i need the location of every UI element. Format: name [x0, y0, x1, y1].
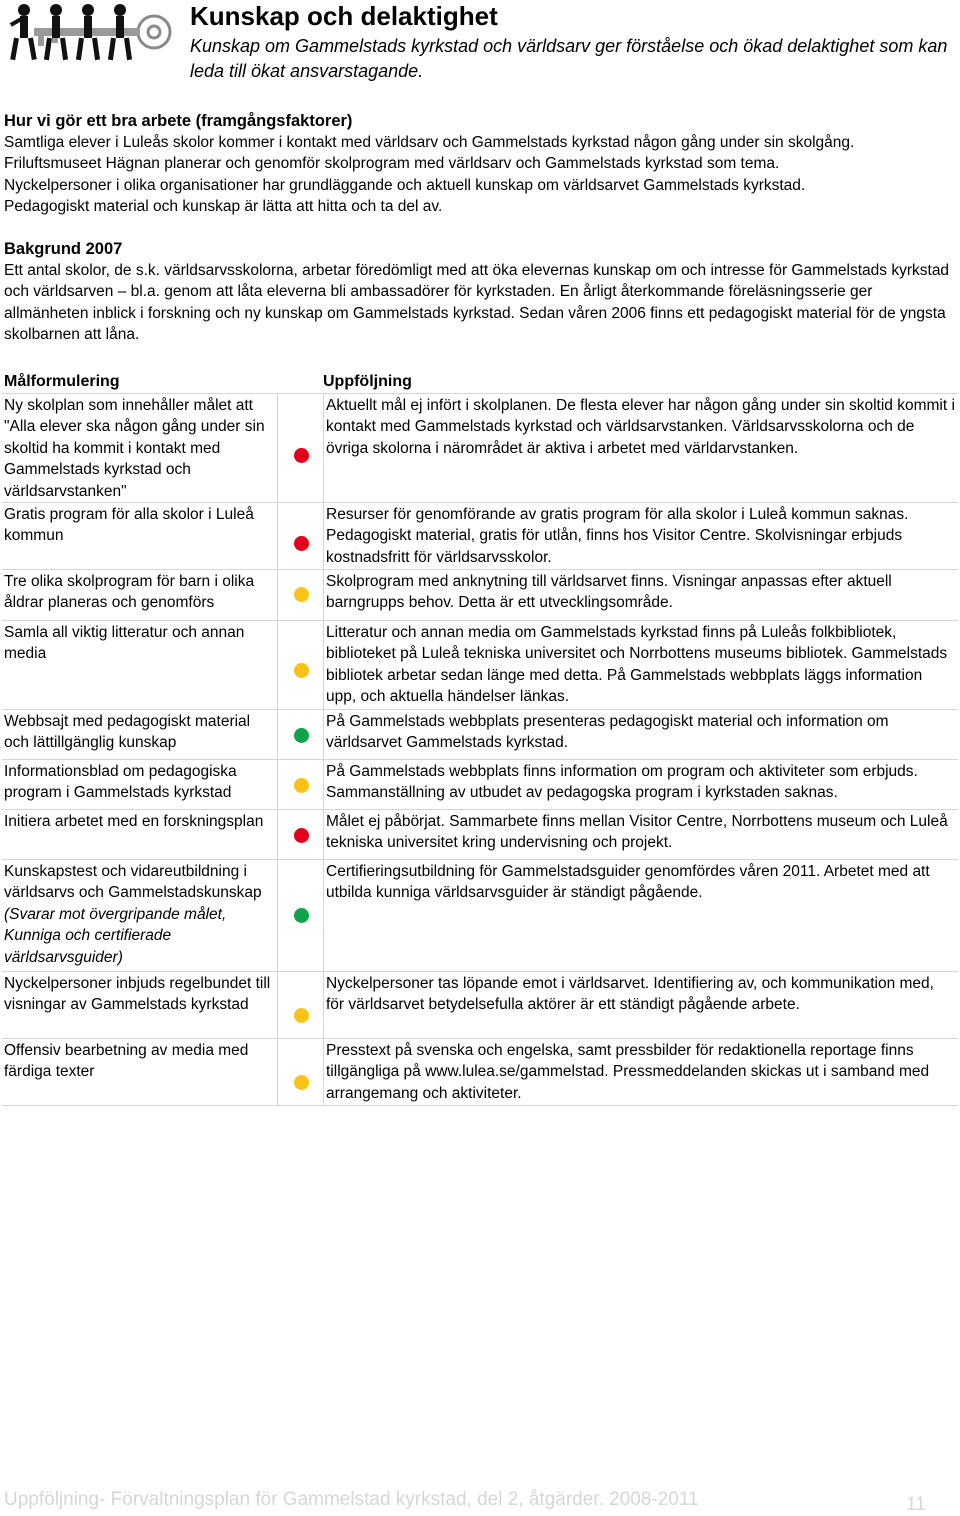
logo-key-figures: [4, 2, 180, 70]
status-yellow-dot-icon: [294, 587, 309, 602]
followup-cell: På Gammelstads webbplats finns information om program och aktiviteter som erbjuds. Sammanställning av utbudet av pedagogska program i kyrkstaden saknas.: [323, 760, 958, 809]
followup-cell: Litteratur och annan media om Gammelstads kyrkstad finns på Luleås folkbibliotek, biblioteket på Luleå tekniska universitet och Norrbottens museums bibliotek. Gammelstads bibliotek arbetar sedan länge med detta. På Gammelstads webbplats läggs information upp, och aktuella händelser länkas.: [323, 621, 958, 709]
followup-cell: Aktuellt mål ej infört i skolplanen. De flesta elever har någon gång under sin skoltid kommit i kontakt med Gammelstads kyrkstad och världsarvstanken. Världsarvsskolorna och de övriga skolorna i närområdet är aktiva i arbetet med världarvstanken.: [323, 394, 958, 502]
followup-column-header: Uppföljning: [323, 373, 412, 390]
goal-text: Initiera arbetet med en forskningsplan: [4, 813, 264, 830]
logo-key-figures-icon: [4, 2, 180, 70]
goal-cell: [2, 503, 278, 569]
background-heading: Bakgrund 2007: [4, 240, 123, 258]
page-number: 11: [906, 1494, 926, 1515]
success-factor-line: Nyckelpersoner i olika organisationer har grundläggande och aktuell kunskap om världsarvet Gammelstads kyrkstad.: [4, 176, 806, 194]
followup-cell: Resurser för genomförande av gratis program för alla skolor i Luleå kommun saknas. Pedagogiskt material, gratis för utlån, finns hos Visitor Centre. Skolvisningar erbjuds kostnadsfritt för världsarvsskolor.: [323, 503, 958, 569]
status-green-dot-icon: [294, 908, 309, 923]
status-red-dot-icon: [294, 448, 309, 463]
status-yellow-dot-icon: [294, 1075, 309, 1090]
goal-text: Offensiv bearbetning av media med färdiga texter: [4, 1042, 249, 1081]
table-row: [2, 971, 958, 1038]
table-row: [2, 859, 958, 971]
followup-cell: Presstext på svenska och engelska, samt pressbilder för redaktionella reportage finns tillgängliga på www.lulea.se/gammelstad. Pressmeddelanden skickas ut i samband med arrangemang och aktiviteter.: [323, 1039, 958, 1105]
goal-text: Ny skolplan som innehåller målet att "Alla elever ska någon gång under sin skoltid ha kommit i kontakt med Gammelstads kyrkstad och världsarvstanken": [4, 397, 265, 500]
goal-cell: [2, 570, 278, 620]
followup-cell: Nyckelpersoner tas löpande emot i världsarvet. Identifiering av, och kommunikation med, för världsarvet betydelsefulla aktörer är ett ständigt pågående arbete.: [323, 972, 958, 1038]
goal-cell: [2, 760, 278, 809]
table-row: [2, 393, 958, 502]
goal-cell: [2, 621, 278, 709]
goal-cell: [2, 710, 278, 759]
status-yellow-dot-icon: [294, 663, 309, 678]
goal-text: Nyckelpersoner inbjuds regelbundet till visningar av Gammelstads kyrkstad: [4, 975, 271, 1014]
page-subtitle: Kunskap om Gammelstads kyrkstad och världsarv ger förståelse och ökad delaktighet som kan leda till ökat ansvarstagande.: [190, 36, 948, 81]
goal-cell: [2, 1039, 278, 1105]
goal-cell: [2, 860, 278, 971]
table-row: [2, 1038, 958, 1106]
goal-cell: [2, 810, 278, 859]
table-row: [2, 502, 958, 569]
goal-text: Gratis program för alla skolor i Luleå kommun: [4, 506, 254, 545]
status-red-dot-icon: [294, 828, 309, 843]
status-yellow-dot-icon: [294, 1008, 309, 1023]
success-factors-section: [4, 110, 954, 217]
success-factor-line: Friluftsmuseet Hägnan planerar och genomför skolprogram med världsarv och Gammelstads kyrkstad som tema.: [4, 155, 780, 173]
goal-followup-table: [2, 393, 958, 1106]
goal-text: Kunskapstest och vidareutbildning i världsarvs och Gammelstadskunskap: [4, 863, 262, 902]
followup-cell: Skolprogram med anknytning till världsarvet finns. Visningar anpassas efter aktuell barngrupps behov. Detta är ett utvecklingsområde.: [323, 570, 958, 620]
followup-cell: Målet ej påbörjat. Sammarbete finns mellan Visitor Centre, Norrbottens museum och Luleå tekniska universitet kring undervisning och projekt.: [323, 810, 958, 859]
followup-cell: På Gammelstads webbplats presenteras pedagogiskt material och information om världsarvet Gammelstads kyrkstad.: [323, 710, 958, 759]
table-row: [2, 759, 958, 809]
table-row: [2, 620, 958, 709]
status-red-dot-icon: [294, 536, 309, 551]
goal-column-header: Målformulering: [4, 373, 120, 390]
status-yellow-dot-icon: [294, 778, 309, 793]
status-green-dot-icon: [294, 728, 309, 743]
goal-cell: [2, 972, 278, 1038]
success-factors-heading: Hur vi gör ett bra arbete (framgångsfaktorer): [4, 112, 353, 130]
success-factor-line: Pedagogiskt material och kunskap är lätta att hitta och ta del av.: [4, 197, 443, 215]
followup-cell: Certifieringsutbildning för Gammelstadsguider genomfördes våren 2011. Arbetet med att utbilda kunniga världsarvsguider är ständigt pågående.: [323, 860, 958, 971]
background-text: Ett antal skolor, de s.k. världsarvsskolorna, arbetar föredömligt med att öka elevernas kunskap om och intresse för Gammelstads kyrkstad och världsarven – bl.a. genom att låta eleverna bli ambassadörer för kyrkstaden. En årligt återkommande föreläsningsserie ger allmänheten inblick i forskning och ny kunskap om Gammelstads kyrkstad. Sedan våren 2006 finns ett pedagogiskt material för de yngsta skolbarnen att låna.: [4, 262, 950, 343]
page-footer: Uppföljning- Förvaltningsplan för Gammelstad kyrkstad, del 2, åtgärder. 2008-2011: [4, 1489, 699, 1510]
background-section: [4, 238, 954, 345]
success-factor-line: Samtliga elever i Luleås skolor kommer i kontakt med världsarv och Gammelstads kyrkstad någon gång under sin skolgång.: [4, 134, 855, 151]
goal-cell: [2, 394, 278, 502]
goal-text: Webbsajt med pedagogiskt material och lättillgänglig kunskap: [4, 713, 251, 752]
goal-note: (Svarar mot övergripande målet, Kunniga och certifierade världsarvsguider): [4, 905, 227, 966]
table-row: [2, 569, 958, 620]
goal-text: Tre olika skolprogram för barn i olika åldrar planeras och genomförs: [4, 573, 255, 612]
goal-text: Samla all viktig litteratur och annan media: [4, 624, 245, 663]
table-row: [2, 709, 958, 759]
page-title: Kunskap och delaktighet: [190, 1, 498, 31]
table-row: [2, 809, 958, 859]
goal-text: Informationsblad om pedagogiska program i Gammelstads kyrkstad: [4, 763, 237, 802]
